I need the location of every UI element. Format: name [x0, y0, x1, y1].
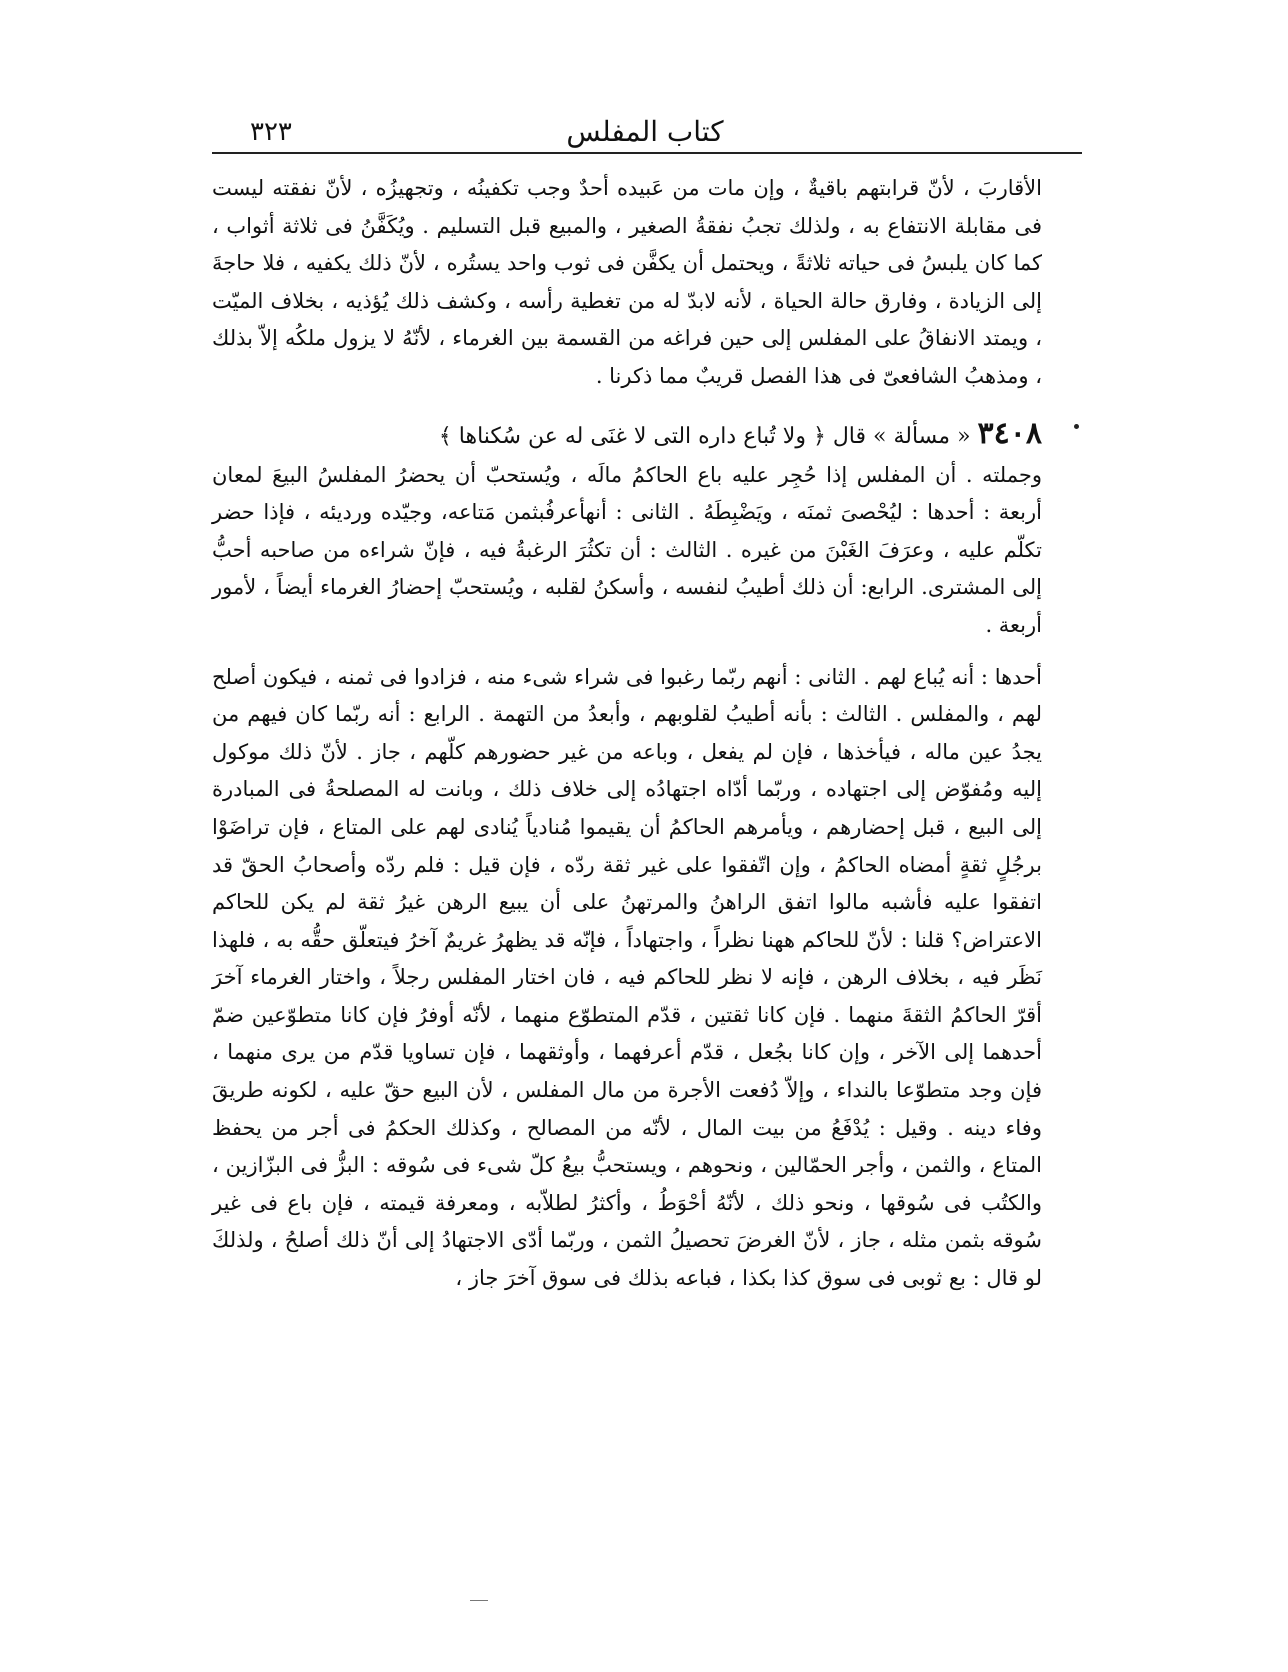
bottom-mark — [470, 1600, 488, 1601]
header-rule — [212, 152, 1082, 154]
issue-number: ٣٤٠٨ — [977, 415, 1042, 451]
paragraph-2: وجملته . أن المفلس إذا حُجِر عليه باع الحاكمُ مالَه ، ويُستحبّ أن يحضرُ المفلسُ البيعَ لمعان أربعة : أحدها : ليُحْصىَ ثمنَه ، ويَضْبِطَهُ . الثانى : أنهأعرفُبثمن مَتاعه، وجيّده ورديئه ، فإذا حضر تكلّم عليه ، وعرَفَ الغَبْنَ من غيره . الثالث : أن تكثُرَ الرغبةُ فيه ، فإنّ شراءه من صاحبه أحبُّ إلى المشترى. الرابع: أن ذلك أطيبُ لنفسه ، وأسكنُ لقلبه ، ويُستحبّ إحضارُ الغرماء أيضاً ، لأمور أربعة . — [212, 462, 1042, 637]
body-text — [212, 170, 1042, 1298]
running-header — [210, 110, 1080, 154]
issue-heading — [212, 414, 1042, 457]
page-number: ٣٢٣ — [250, 117, 292, 147]
stray-dot — [1074, 424, 1079, 429]
paragraph-3: أحدها : أنه يُباع لهم . الثانى : أنهم ربّما رغبوا فى شراء شىء منه ، فزادوا فى ثمنه ، فيكون أصلح لهم ، والمفلس . الثالث : بأنه أطيبُ لقلوبهم ، وأبعدُ من التهمة . الرابع : أنه ربّما كان فيهم من يجدُ عين ماله ، فيأخذها ، فإن لم يفعل ، وباعه من غير حضورهم كلّهم ، جاز . لأنّ ذلك موكول إليه ومُفوّض إلى اجتهاده ، وربّما أدّاه اجتهادُه إلى خلاف ذلك ، وبانت له المصلحةُ فى المبادرة إلى البيع ، قبل إحضارهم ، ويأمرهم الحاكمُ أن يقيموا مُنادياً يُنادى لهم على المتاع ، فإن تراضَوْا برجُلٍ ثقةٍ أمضاه الحاكمُ ، وإن اتّفقوا على غير ثقة ردّه ، فإن قيل : فلم ردّه وأصحابُ الحقّ قد اتفقوا عليه فأشبه مالوا اتفق الراهنُ والمرتهنُ على أن يبيع الرهن غيرُ ثقة لم يكن للحاكم الاعتراض؟ قلنا : لأنّ للحاكم ههنا نظراً ، واجتهاداً ، فإنّه قد يظهرُ غريمٌ آخرُ فيتعلّق حقُّه به ، فلهذا نَظَر فيه ، بخلاف الرهن ، فإنه لا نظر للحاكم فيه ، فان اختار المفلس رجلاً ، واختار الغرماء آخرَ أقرّ الحاكمُ الثقةَ منهما . فإن كانا ثقتين ، قدّم المتطوّع منهما ، لأنّه أوفرُ فإن كانا متطوّعين ضمّ أحدهما إلى الآخر ، وإن كانا بجُعل ، قدّم أعرفهما ، وأوثقهما ، فإن تساويا قدّم من يرى منهما ، فإن وجد متطوّعا بالنداء ، وإلاّ دُفعت الأجرة من مال المفلس ، لأن البيع حقّ عليه ، لكونه طريقَ وفاء دينه . وقيل : يُدْفَعُ من بيت المال ، لأنّه من المصالح ، وكذلك الحكمُ فى أجر من يحفظ المتاع ، والثمن ، وأجر الحمّالين ، ونحوهم ، ويستحبُّ بيعُ كلّ شىء فى سُوقه : البزُّ فى البزّازين ، والكتُب فى سُوقها ، ونحو ذلك ، لأنّهُ أحْوَطُ ، وأكثرُ لطلاّبه ، ومعرفة قيمته ، فإن باع فى غير سُوقه بثمن مثله ، جاز ، لأنّ الغرضَ تحصيلُ الثمن ، وربّما أدّى الاجتهادُ إلى أنّ ذلك أصلحُ ، ولذلكَ لو قال : بع ثوبى فى سوق كذا بكذا ، فباعه بذلك فى سوق آخرَ جاز ، — [212, 664, 1042, 1291]
book-title: كتاب المفلس — [566, 115, 724, 148]
paragraph-1: الأقاربَ ، لأنّ قرابتهم باقيةٌ ، وإن مات من عَبيده أحدٌ وجب تكفينُه ، وتجهيزُه ، لأنّ نفقته ليست فى مقابلة الانتفاع به ، ولذلك تجبُ نفقةُ الصغير ، والمبيع قبل التسليم . ويُكَفَّنُ فى ثلاثة أثواب ، كما كان يلبسُ فى حياته ثلاثةً ، ويحتمل أن يكفَّن فى ثوب واحد يستُره ، لأنّ ذلك يكفيه ، فلا حاجةَ إلى الزيادة ، وفارق حالة الحياة ، لأنه لابدّ له من تغطية رأسه ، وكشف ذلك يُؤذيه ، بخلاف الميّت ، ويمتد الانفاقُ على المفلس إلى حين فراغه من القسمة بين الغرماء ، لأنّهُ لا يزول ملكُه إلاّ بذلك ، ومذهبُ الشافعىّ فى هذا الفصل قريبٌ مما ذكرنا . — [212, 176, 1042, 388]
issue-text: « مسألة » قال ﴿ ولا تُباع داره التى لا غنَى له عن سُكناها ﴾ — [438, 423, 971, 449]
